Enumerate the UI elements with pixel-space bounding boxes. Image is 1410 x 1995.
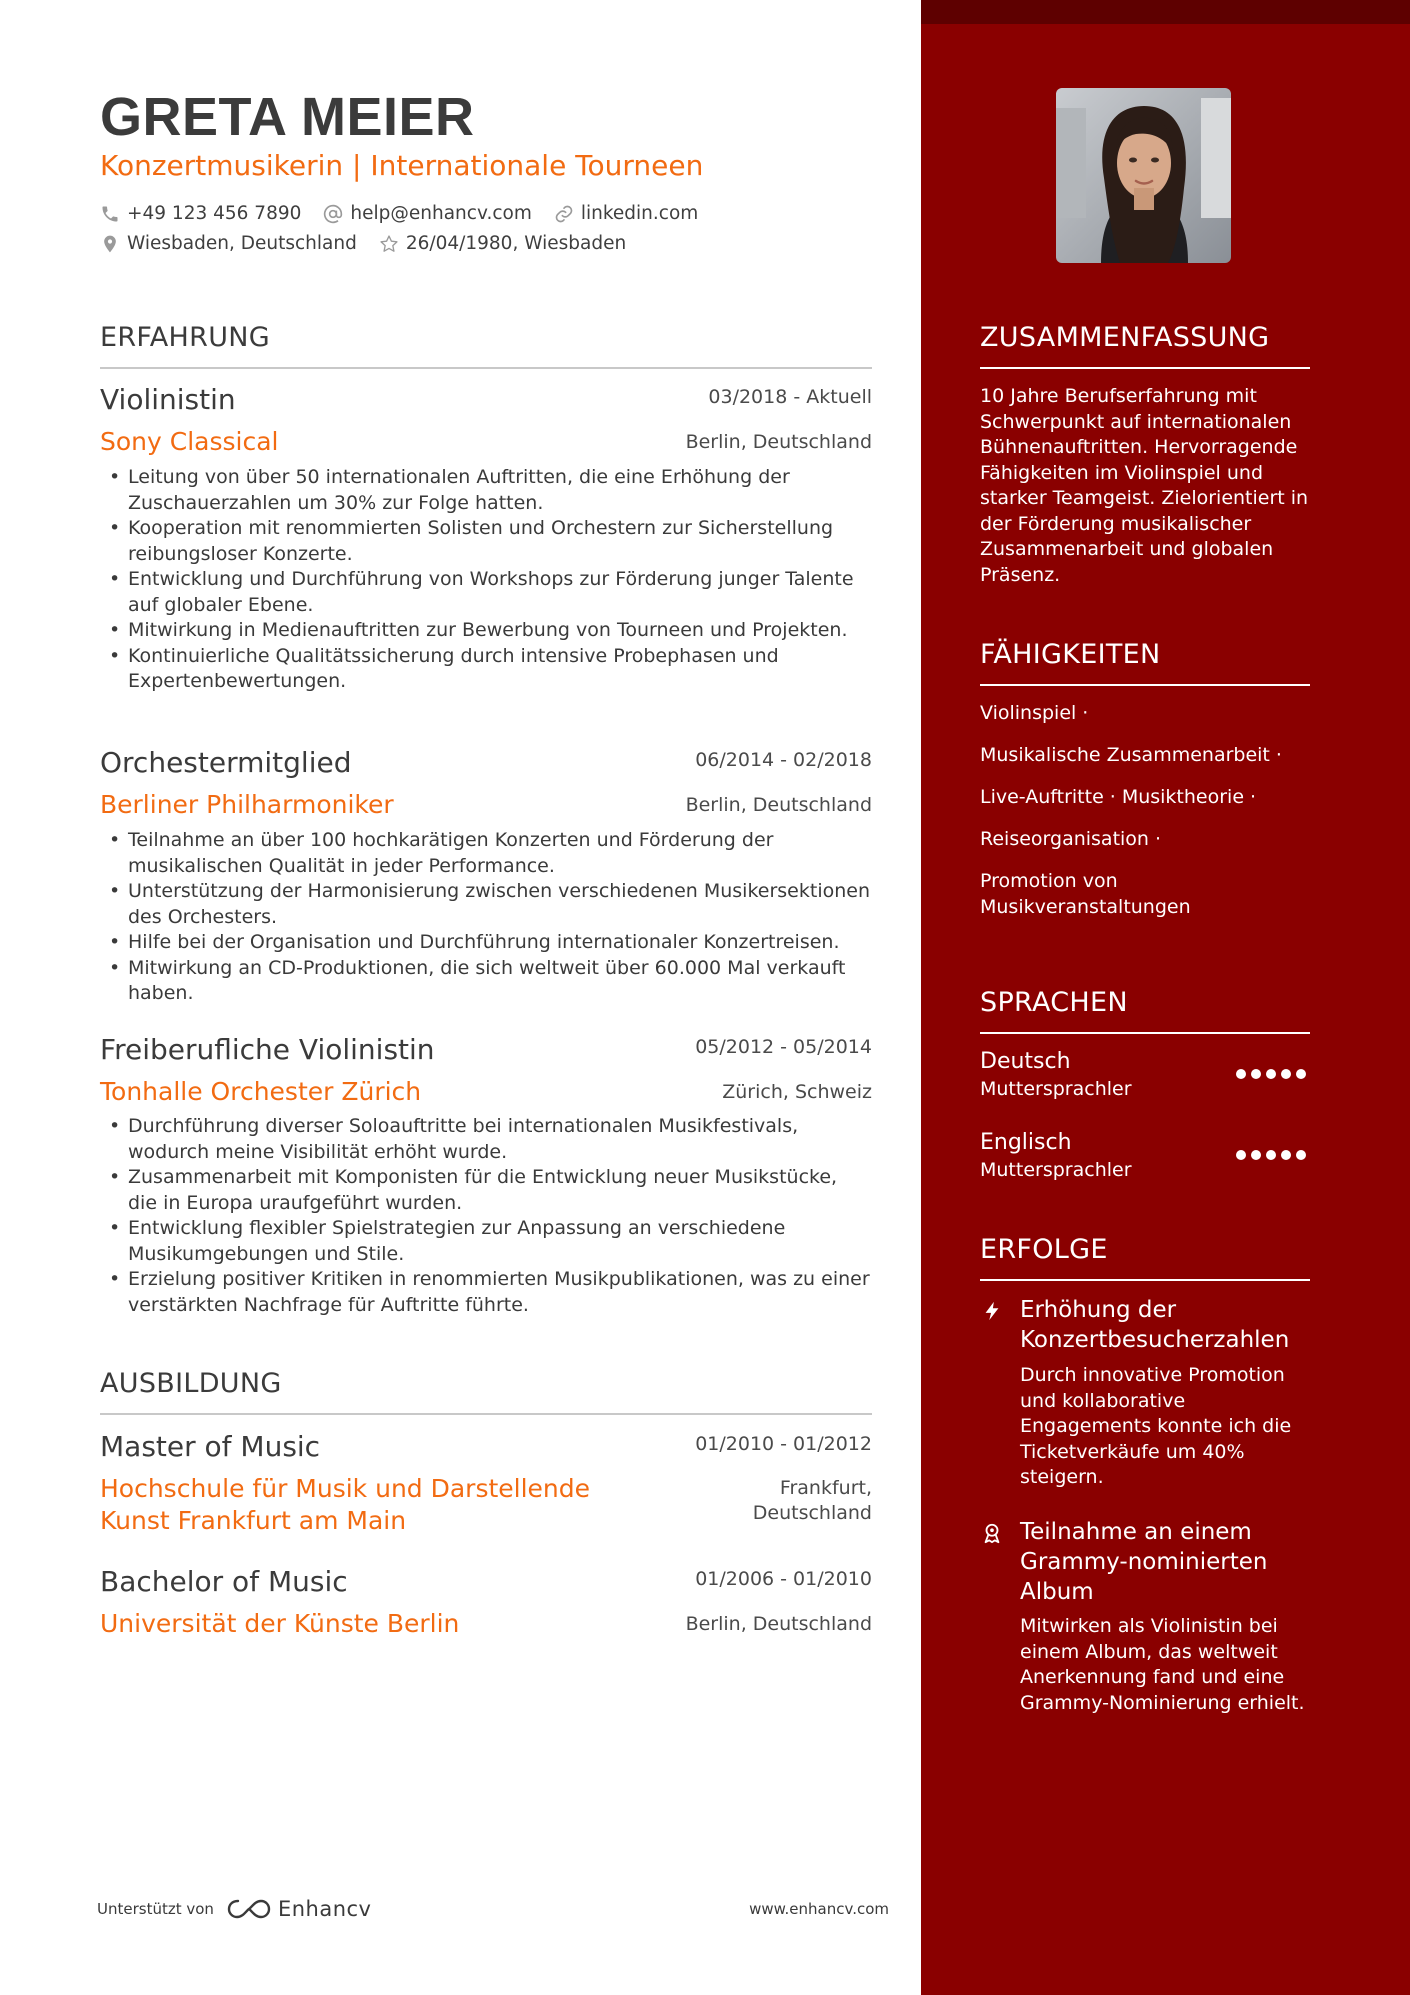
skill-row (980, 826, 1167, 852)
email-text: help@enhancv.com (350, 203, 532, 224)
education-section-title: AUSBILDUNG (100, 1368, 282, 1399)
skill-row (980, 700, 1094, 726)
rating-dot (1236, 1069, 1246, 1079)
location-text: Wiesbaden, Deutschland (127, 233, 357, 254)
contact-location (100, 233, 357, 254)
award-ribbon-icon (981, 1522, 1003, 1544)
skill-row (980, 868, 1230, 920)
edu-dates: 01/2010 - 01/2012 (695, 1433, 872, 1455)
job-role: Freiberufliche Violinistin (100, 1033, 435, 1066)
skill-item: Musiktheorie (1121, 786, 1245, 808)
edu-dates: 01/2006 - 01/2010 (695, 1568, 872, 1590)
skill-item: Musikalische Zusammenarbeit (980, 744, 1270, 766)
skill-separator: · (1082, 702, 1089, 724)
summary-section-title: ZUSAMMENFASSUNG (980, 322, 1270, 353)
candidate-headline: Konzertmusikerin | Internationale Tourneen (100, 149, 704, 182)
skills-divider (980, 684, 1310, 686)
summary-divider (980, 367, 1310, 369)
edu-location: Frankfurt, Deutschland (752, 1477, 872, 1524)
job-bullet: • Entwicklung und Durchführung von Workshops zur Förderung junger Talente auf globaler Ebene. (100, 567, 872, 618)
job-dates: 06/2014 - 02/2018 (695, 749, 872, 771)
job-bullet: • Unterstützung der Harmonisierung zwischen verschiedenen Musikersektionen des Orchesters. (100, 879, 872, 930)
skill-separator: · (1250, 786, 1257, 808)
contact-website[interactable] (554, 203, 698, 224)
job-role: Orchestermitglied (100, 746, 352, 779)
contact-phone[interactable] (100, 203, 301, 224)
job-bullet: • Kooperation mit renommierten Solisten und Orchestern zur Sicherstellung reibungsloser Konzerte. (100, 516, 872, 567)
job-dates: 05/2012 - 05/2014 (695, 1036, 872, 1058)
rating-dot (1266, 1150, 1276, 1160)
sidebar (921, 0, 1410, 1995)
sidebar-top-bar (921, 0, 1410, 24)
language-level: Muttersprachler (980, 1159, 1132, 1181)
edu-degree: Bachelor of Music (100, 1565, 348, 1598)
rating-dot (1251, 1150, 1261, 1160)
phone-icon (100, 204, 120, 224)
achievements-divider (980, 1279, 1310, 1281)
rating-dot (1266, 1069, 1276, 1079)
skill-separator: · (1109, 786, 1116, 808)
job-bullet: • Entwicklung flexibler Spielstrategien zur Anpassung an verschiedene Musikumgebungen und Stile. (100, 1216, 872, 1267)
language-name: Deutsch (980, 1049, 1071, 1074)
skill-separator: · (1154, 828, 1162, 850)
skill-item: Violinspiel (980, 702, 1077, 724)
rating-dot (1296, 1069, 1306, 1079)
job-bullet: • Durchführung diverser Soloauftritte bei internationalen Musikfestivals, wodurch meine Visibilität erhöht wurde. (100, 1114, 872, 1165)
language-name: Englisch (980, 1130, 1072, 1155)
job-bullet: • Leitung von über 50 internationalen Auftritten, die eine Erhöhung der Zuschauerzahlen um 30% zur Folge hatten. (100, 465, 872, 516)
skill-row (980, 784, 1262, 810)
skill-row (980, 742, 1288, 768)
rating-dot (1251, 1069, 1261, 1079)
contact-birth (379, 233, 626, 254)
brand-name: Enhancv (277, 1897, 372, 1921)
job-bullet: • Mitwirkung an CD-Produktionen, die sich weltweit über 60.000 Mal verkauft haben. (100, 956, 872, 1007)
job-bullets (100, 465, 872, 695)
language-rating (1236, 1150, 1311, 1160)
lightning-icon (981, 1300, 1003, 1322)
language-level: Muttersprachler (980, 1078, 1132, 1100)
edu-school: Universität der Künste Berlin (100, 1609, 460, 1638)
candidate-name: GRETA MEIER (100, 87, 475, 147)
job-bullet: • Teilnahme an über 100 hochkarätigen Konzerten und Förderung der musikalischen Qualität in jeder Performance. (100, 828, 872, 879)
job-location: Berlin, Deutschland (685, 431, 872, 453)
job-bullet: • Mitwirkung in Medienauftritten zur Bewerbung von Tourneen und Projekten. (100, 618, 872, 644)
job-company: Berliner Philharmoniker (100, 790, 394, 819)
job-bullet: • Zusammenarbeit mit Komponisten für die Entwicklung neuer Musikstücke, die in Europa uraufgeführt wurden. (100, 1165, 872, 1216)
achievement-text: Mitwirken als Violinistin bei einem Album, das weltweit Anerkennung fand und eine Grammy-Nominierung erhielt. (1020, 1615, 1305, 1714)
star-icon (379, 234, 399, 254)
experience-section-title: ERFAHRUNG (100, 322, 270, 353)
contact-row-1 (100, 203, 720, 224)
achievements-section-title: ERFOLGE (980, 1234, 1108, 1265)
rating-dot (1236, 1150, 1246, 1160)
link-icon (554, 204, 574, 224)
job-bullets (100, 828, 872, 1007)
job-bullet: • Erzielung positiver Kritiken in renommierten Musikpublikationen, was zu einer verstärkten Nachfrage für Auftritte führte. (100, 1267, 872, 1318)
powered-by-text: Unterstützt von (97, 1900, 214, 1918)
languages-section-title: SPRACHEN (980, 987, 1128, 1018)
portrait-image (1056, 88, 1231, 263)
job-dates: 03/2018 - Aktuell (708, 386, 872, 408)
skill-separator: · (1275, 744, 1282, 766)
job-location: Zürich, Schweiz (722, 1081, 872, 1103)
language-rating (1236, 1069, 1311, 1079)
website-text: linkedin.com (580, 203, 699, 224)
achievement-text: Durch innovative Promotion und kollaborative Engagements konnte ich die Ticketverkäufe um 40% steigern. (1020, 1364, 1292, 1488)
job-company: Tonhalle Orchester Zürich (100, 1077, 422, 1106)
achievement-title: Erhöhung der Konzertbesucherzahlen (1020, 1297, 1290, 1353)
job-bullet: • Hilfe bei der Organisation und Durchführung internationaler Konzertreisen. (100, 930, 872, 956)
skills-section-title: FÄHIGKEITEN (980, 639, 1161, 670)
contact-email[interactable] (323, 203, 531, 224)
birth-text: 26/04/1980, Wiesbaden (405, 233, 627, 254)
job-role: Violinistin (100, 383, 236, 416)
edu-school: Hochschule für Musik und Darstellende Kunst Frankfurt am Main (100, 1474, 591, 1535)
skill-item: Promotion von Musikveranstaltungen (980, 870, 1191, 918)
enhancv-logo-icon (226, 1898, 272, 1920)
job-location: Berlin, Deutschland (685, 794, 872, 816)
skill-item: Reiseorganisation (980, 828, 1149, 850)
at-sign-icon (323, 204, 343, 224)
summary-text: 10 Jahre Berufserfahrung mit Schwerpunkt auf internationalen Bühnenauftritten. Hervorragende Fähigkeiten im Violinspiel und starker Teamgeist. Zielorientiert in der Förderung musikalischer Zusammenarbeit und globalen Präsenz. (980, 385, 1309, 586)
rating-dot (1281, 1069, 1291, 1079)
achievement-title: Teilnahme an einem Grammy-nominierten Album (1020, 1519, 1268, 1605)
job-bullets (100, 1114, 872, 1318)
rating-dot (1296, 1150, 1306, 1160)
map-pin-icon (100, 234, 120, 254)
edu-location: Berlin, Deutschland (685, 1613, 872, 1635)
phone-text: +49 123 456 7890 (127, 203, 302, 224)
education-divider (100, 1413, 872, 1415)
skill-item: Live-Auftritte (980, 786, 1104, 808)
footer-url[interactable]: www.enhancv.com (749, 1900, 889, 1918)
experience-divider (100, 367, 872, 369)
contact-row-2 (100, 233, 648, 254)
edu-degree: Master of Music (100, 1430, 321, 1463)
footer-powered-by (97, 1897, 371, 1921)
profile-photo (1056, 88, 1231, 263)
rating-dot (1281, 1150, 1291, 1160)
languages-divider (980, 1032, 1310, 1034)
job-company: Sony Classical (100, 427, 279, 456)
job-bullet: • Kontinuierliche Qualitätssicherung durch intensive Probephasen und Expertenbewertungen. (100, 644, 872, 695)
